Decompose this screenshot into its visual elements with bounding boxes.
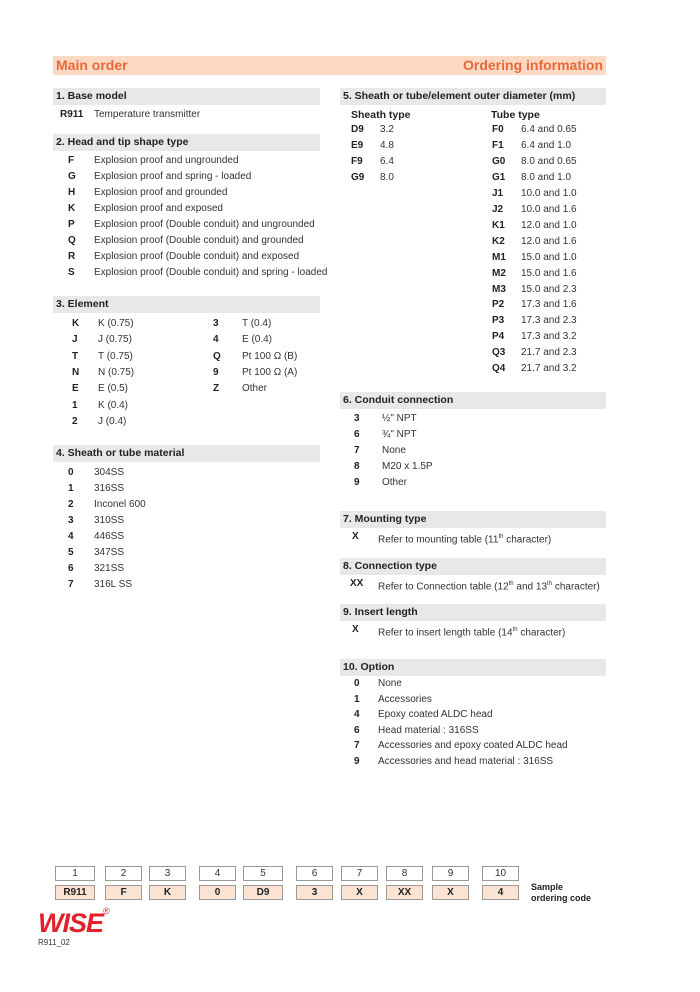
option-code: Q	[68, 235, 76, 246]
title-banner	[53, 56, 606, 75]
option-description: 8.0	[380, 172, 394, 183]
option-description: 10.0 and 1.6	[521, 203, 577, 215]
tube-type-heading: Tube type	[491, 109, 540, 121]
option-code: T	[72, 350, 79, 362]
option-description: K (0.75)	[98, 318, 134, 329]
option-description: 321SS	[94, 563, 125, 574]
option-code: M1	[492, 251, 506, 263]
option-code: 1	[354, 693, 360, 705]
option-description: 8.0 and 1.0	[521, 171, 572, 183]
option-code: 1	[72, 399, 78, 411]
code-position-number: 7	[341, 866, 378, 881]
option-code: P4	[492, 331, 505, 343]
section-6-header: 6. Conduit connection	[340, 392, 606, 409]
section-2-header: 2. Head and tip shape type	[53, 134, 320, 151]
option-description: Explosion proof (Double conduit) and exposed	[94, 251, 300, 262]
code-position-number: 9	[432, 866, 469, 881]
option-code: 4	[213, 334, 219, 346]
option-code: R911	[60, 109, 84, 120]
code-position-value: X	[432, 885, 469, 900]
option-code: G0	[492, 155, 506, 167]
option-description: 12.0 and 1.6	[521, 235, 577, 247]
code-position-number: 3	[149, 866, 186, 881]
option-code: 9	[213, 366, 219, 378]
option-description: Explosion proof and grounded	[94, 187, 228, 198]
option-description: Refer to insert length table (14th character)	[378, 627, 566, 639]
option-code: G	[68, 171, 76, 182]
code-position-value: F	[105, 885, 142, 900]
option-code: G1	[492, 171, 506, 183]
option-description: 3.2	[380, 124, 394, 135]
option-code: 8	[354, 461, 360, 472]
code-position-value: XX	[386, 885, 423, 900]
option-code: R	[68, 251, 76, 262]
option-description: 21.7 and 2.3	[521, 347, 577, 359]
document-id: R911_02	[38, 938, 70, 947]
option-description: 17.3 and 1.6	[521, 299, 577, 311]
option-code: 2	[68, 499, 74, 510]
sample-label-line2: ordering code	[531, 893, 592, 903]
option-code: Q	[213, 350, 221, 362]
sample-label-line1: Sample	[531, 882, 564, 892]
option-description: 8.0 and 0.65	[521, 155, 577, 167]
option-code: N	[72, 366, 80, 378]
option-code: 6	[354, 429, 360, 440]
option-code: J	[72, 334, 78, 346]
option-description: Other	[242, 383, 268, 395]
code-position-value: 3	[296, 885, 333, 900]
code-position-value: X	[341, 885, 378, 900]
option-code: P2	[492, 299, 505, 311]
option-description: Explosion proof (Double conduit) and spring - loaded	[94, 267, 328, 278]
option-description: 446SS	[94, 531, 125, 542]
option-description: 4.8	[380, 140, 394, 151]
section-3-header: 3. Element	[53, 296, 320, 313]
registered-mark: ®	[103, 906, 110, 916]
option-code: G9	[351, 172, 365, 183]
option-description: 12.0 and 1.0	[521, 219, 577, 231]
option-description: Explosion proof and ungrounded	[94, 155, 239, 166]
option-description: Other	[382, 477, 408, 488]
option-code: F0	[492, 124, 504, 135]
option-description: 316L SS	[94, 579, 132, 590]
section-5-header: 5. Sheath or tube/element outer diameter (mm)	[340, 88, 606, 105]
section-7-header: 7. Mounting type	[340, 511, 606, 528]
option-code: 0	[68, 467, 74, 478]
option-code: H	[68, 187, 76, 198]
option-code: P	[68, 219, 75, 230]
code-position-number: 8	[386, 866, 423, 881]
option-code: 7	[354, 445, 360, 456]
option-description: 6.4	[380, 156, 394, 167]
option-code: F	[68, 155, 75, 166]
option-code: Q3	[492, 347, 506, 359]
section-1-header: 1. Base model	[53, 88, 320, 105]
option-code: D9	[351, 124, 364, 135]
code-position-number: 6	[296, 866, 333, 881]
option-code: 4	[68, 531, 74, 542]
option-code: F1	[492, 139, 504, 151]
option-description: E (0.5)	[98, 383, 129, 395]
logo-text: WISE	[38, 908, 104, 936]
option-description: T (0.4)	[242, 318, 272, 329]
option-code: 9	[354, 477, 360, 488]
option-code: X	[352, 624, 359, 635]
option-description: 15.0 and 1.6	[521, 267, 577, 279]
ordering-information-title: Ordering information	[463, 57, 603, 73]
option-code: P3	[492, 315, 505, 327]
sheath-type-heading: Sheath type	[351, 109, 411, 121]
option-description: 17.3 and 2.3	[521, 315, 577, 327]
option-description: Refer to mounting table (11th character)	[378, 534, 552, 546]
option-code: 1	[68, 483, 74, 494]
option-description: 15.0 and 1.0	[521, 251, 577, 263]
option-description: Explosion proof (Double conduit) and grounded	[94, 235, 304, 246]
option-code: 3	[354, 413, 360, 424]
option-code: K1	[492, 219, 505, 231]
option-description: Inconel 600	[94, 499, 146, 510]
main-order-title: Main order	[56, 57, 128, 73]
option-code: 5	[68, 547, 74, 558]
option-code: 2	[72, 415, 78, 427]
option-code: E9	[351, 140, 364, 151]
code-position-number: 1	[55, 866, 95, 881]
option-description: Pt 100 Ω (A)	[242, 366, 298, 378]
option-description: 316SS	[94, 483, 125, 494]
option-description: 21.7 and 3.2	[521, 363, 577, 375]
code-position-value: 4	[482, 885, 519, 900]
option-description: 10.0 and 1.0	[521, 187, 577, 199]
wise-logo	[37, 906, 115, 941]
option-code: 0	[354, 678, 360, 689]
code-position-value: R911	[55, 885, 95, 900]
option-description: None	[382, 445, 406, 456]
section-10-header: 10. Option	[340, 659, 606, 676]
option-description: T (0.75)	[98, 350, 133, 362]
option-code: 3	[213, 318, 219, 329]
option-description: ½" NPT	[382, 413, 417, 424]
option-description: ¾" NPT	[382, 429, 417, 440]
option-description: 347SS	[94, 547, 125, 558]
section-4-header: 4. Sheath or tube material	[53, 445, 320, 462]
option-description: 304SS	[94, 467, 125, 478]
code-position-number: 10	[482, 866, 519, 881]
option-description: 15.0 and 2.3	[521, 283, 577, 295]
code-position-value: K	[149, 885, 186, 900]
option-code: M3	[492, 283, 506, 295]
option-code: S	[68, 267, 75, 278]
option-description: Head material : 316SS	[378, 724, 479, 736]
option-description: J (0.75)	[98, 334, 132, 346]
sample-ordering-code-label	[531, 882, 591, 904]
option-code: M2	[492, 267, 506, 279]
section-9-header: 9. Insert length	[340, 604, 606, 621]
option-description: 6.4 and 0.65	[521, 124, 577, 135]
option-code: 7	[354, 740, 360, 752]
option-description: N (0.75)	[98, 366, 135, 378]
option-code: 6	[354, 724, 360, 736]
option-code: J1	[492, 187, 504, 199]
option-description: 310SS	[94, 515, 125, 526]
option-description: Accessories and epoxy coated ALDC head	[378, 740, 568, 752]
option-description: Explosion proof and spring - loaded	[94, 171, 252, 182]
option-description: Epoxy coated ALDC head	[378, 709, 493, 721]
code-position-number: 2	[105, 866, 142, 881]
code-position-number: 5	[243, 866, 283, 881]
option-code: 7	[68, 579, 74, 590]
option-code: 6	[68, 563, 74, 574]
option-code: K2	[492, 235, 505, 247]
option-code: 4	[354, 709, 360, 721]
option-description: None	[378, 678, 402, 689]
option-code: E	[72, 383, 79, 395]
option-code: 9	[354, 756, 360, 767]
option-code: Q4	[492, 363, 506, 375]
option-description: 6.4 and 1.0	[521, 139, 572, 151]
option-code: XX	[350, 578, 364, 589]
code-position-value: 0	[199, 885, 236, 900]
code-position-number: 4	[199, 866, 236, 881]
option-description: K (0.4)	[98, 399, 129, 411]
option-description: Explosion proof and exposed	[94, 203, 223, 214]
option-code: F9	[351, 156, 363, 167]
option-description: Accessories	[378, 693, 432, 705]
option-description: Explosion proof (Double conduit) and ungrounded	[94, 219, 315, 230]
option-code: Z	[213, 383, 220, 395]
option-code: J2	[492, 203, 504, 215]
option-description: Pt 100 Ω (B)	[242, 350, 298, 362]
section-8-header: 8. Connection type	[340, 558, 606, 575]
option-code: X	[352, 531, 359, 542]
option-description: M20 x 1.5P	[382, 461, 433, 472]
code-position-value: D9	[243, 885, 283, 900]
option-description: J (0.4)	[98, 415, 127, 427]
option-description: Accessories and head material : 316SS	[378, 756, 554, 767]
option-code: 3	[68, 515, 74, 526]
option-description: E (0.4)	[242, 334, 273, 346]
option-code: K	[68, 203, 76, 214]
option-code: K	[72, 318, 80, 329]
option-description: 17.3 and 3.2	[521, 331, 577, 343]
option-description: Temperature transmitter	[94, 109, 201, 120]
option-description: Refer to Connection table (12th and 13th character)	[378, 581, 600, 593]
